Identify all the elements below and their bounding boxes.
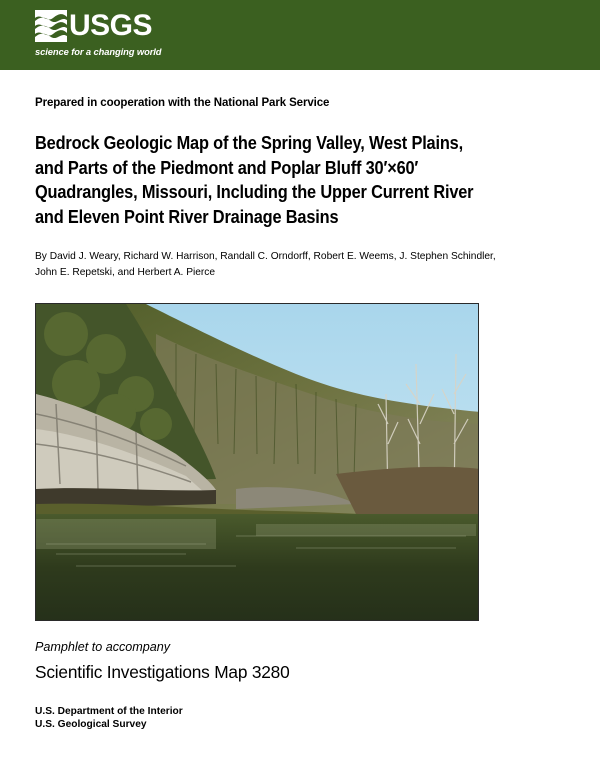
author-list [35, 249, 595, 280]
department-block [35, 705, 183, 731]
usgs-wave-icon [35, 10, 67, 42]
report-title [35, 131, 572, 229]
cover-photo [35, 303, 479, 621]
title-line: Bedrock Geologic Map of the Spring Valley, West Plains, [35, 132, 463, 153]
author-line: By David J. Weary, Richard W. Harrison, Randall C. Orndorff, Robert E. Weems, J. Stephen Schindler, [35, 251, 496, 262]
usgs-banner [0, 0, 600, 70]
river-bluff-landscape-photo [36, 304, 479, 621]
department-line: U.S. Geological Survey [35, 719, 147, 730]
title-line: and Parts of the Piedmont and Poplar Bluff 30′×60′ [35, 156, 419, 178]
cooperation-statement: Prepared in cooperation with the National Park Service [35, 97, 330, 109]
usgs-wordmark: USGS [69, 9, 153, 42]
series-number: Scientific Investigations Map 3280 [35, 662, 290, 682]
title-line: and Eleven Point River Drainage Basins [35, 205, 339, 227]
usgs-tagline: science for a changing world [35, 46, 162, 57]
usgs-logo[interactable] [35, 10, 175, 62]
department-line: U.S. Department of the Interior [35, 706, 183, 717]
title-line: Quadrangles, Missouri, Including the Upper Current River [35, 181, 474, 202]
author-line: John E. Repetski, and Herbert A. Pierce [35, 266, 216, 278]
pamphlet-label: Pamphlet to accompany [35, 640, 171, 654]
